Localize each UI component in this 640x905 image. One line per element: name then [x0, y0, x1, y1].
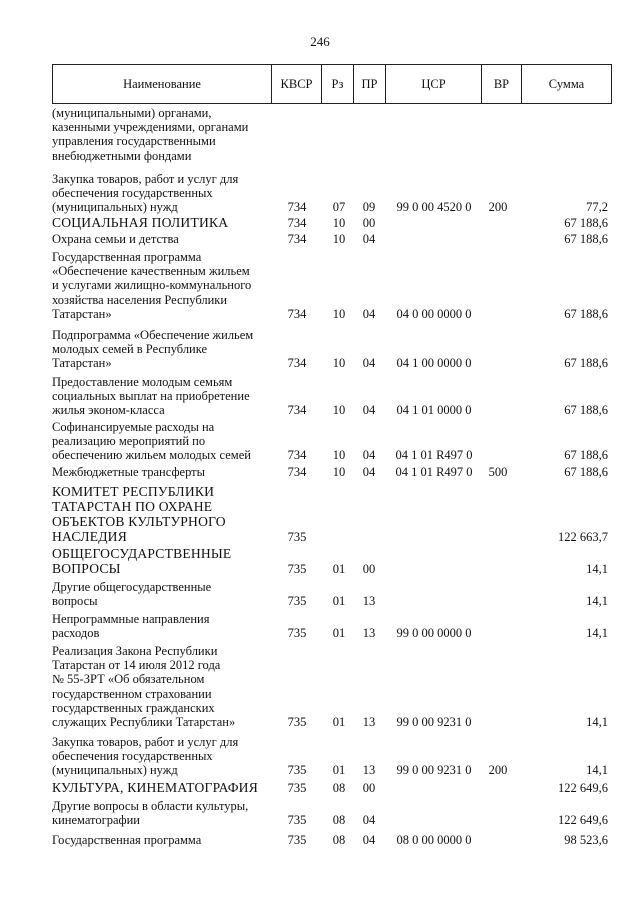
- row-rz: 08: [332, 832, 346, 847]
- row-csr: 04 1 00 0000 0: [396, 356, 472, 371]
- row-name: [52, 465, 266, 479]
- row-pr: 04: [362, 306, 376, 321]
- row-vr: 200: [488, 200, 508, 215]
- table-row: [52, 465, 612, 479]
- row-csr: 04 1 01 R497 0: [395, 448, 473, 463]
- row-rz: 10: [332, 356, 346, 371]
- row-kvsr: 734: [287, 464, 307, 479]
- row-csr: 08 0 00 0000 0: [396, 832, 472, 847]
- row-name-line: ОБЪЕКТОВ КУЛЬТУРНОГО: [52, 514, 226, 529]
- row-name-line: Государственная программа: [52, 250, 202, 264]
- row-rz: 10: [332, 231, 346, 246]
- row-name: [52, 484, 266, 544]
- row-sum: 14,1: [586, 561, 608, 576]
- header-csr: ЦСР: [385, 65, 481, 103]
- row-name-line: расходов: [52, 626, 100, 641]
- table-row: [52, 172, 612, 215]
- row-name-line: Предоставление молодым семьям: [52, 375, 233, 389]
- row-name-line: Подпрограмма «Обеспечение жильем: [52, 328, 254, 342]
- row-name: [52, 780, 266, 795]
- row-kvsr: 735: [287, 714, 307, 729]
- row-name-line: Закупка товаров, работ и услуг для: [52, 172, 239, 186]
- row-name: [52, 328, 266, 371]
- row-rz: 10: [332, 306, 346, 321]
- row-name: [52, 250, 266, 321]
- row-name-line: Межбюджетные трансферты: [52, 465, 206, 479]
- row-name: [52, 420, 266, 463]
- row-name-line: хозяйства населения Республики: [52, 292, 228, 307]
- row-name-line: казенными учреждениями, органами: [52, 120, 249, 135]
- table-row: [52, 546, 612, 576]
- row-kvsr: 735: [287, 561, 307, 576]
- row-sum: 67 188,6: [564, 306, 608, 321]
- row-rz: 01: [332, 626, 346, 641]
- row-rz: 07: [332, 200, 346, 215]
- row-pr: 13: [362, 763, 376, 778]
- row-name-line: ОБЩЕГОСУДАРСТВЕННЫЕ: [52, 546, 232, 561]
- row-csr: 04 1 01 0000 0: [396, 403, 472, 418]
- row-sum: 14,1: [586, 626, 608, 641]
- row-pr: 00: [362, 215, 376, 230]
- row-name-line: социальных выплат на приобретение: [52, 389, 250, 404]
- row-pr: 13: [362, 594, 376, 609]
- row-name-line: вопросы: [52, 594, 98, 609]
- row-kvsr: 735: [287, 813, 307, 828]
- row-name: [52, 735, 266, 778]
- row-kvsr: 734: [287, 231, 307, 246]
- row-rz: 01: [332, 714, 346, 729]
- row-pr: 09: [362, 200, 376, 215]
- row-kvsr: 735: [287, 594, 307, 609]
- row-name-line: Другие общегосударственные: [52, 580, 212, 594]
- row-kvsr: 734: [287, 306, 307, 321]
- row-sum: 14,1: [586, 714, 608, 729]
- row-vr: 500: [488, 464, 508, 479]
- row-kvsr: 734: [287, 403, 307, 418]
- row-rz: 01: [332, 561, 346, 576]
- table-row: [52, 215, 612, 230]
- table-row: [52, 106, 612, 163]
- row-sum: 122 663,7: [558, 529, 608, 544]
- row-name-line: Непрограммные направления: [52, 612, 210, 626]
- row-csr: 99 0 00 4520 0: [396, 200, 472, 215]
- row-name: [52, 215, 266, 230]
- row-rz: 01: [332, 594, 346, 609]
- row-name: [52, 799, 266, 827]
- row-sum: 67 188,6: [564, 356, 608, 371]
- row-kvsr: 734: [287, 200, 307, 215]
- row-name-line: обеспечения государственных: [52, 186, 213, 201]
- row-name-line: «Обеспечение качественным жильем: [52, 264, 250, 279]
- table-row: [52, 799, 612, 827]
- table-row: [52, 420, 612, 463]
- row-kvsr: 735: [287, 529, 307, 544]
- table-header: [52, 64, 612, 104]
- row-name-line: Татарстан»: [52, 356, 112, 371]
- table-row: [52, 580, 612, 608]
- row-rz: 08: [332, 780, 346, 795]
- row-name-line: и услугами жилищно-коммунального: [52, 278, 252, 293]
- row-name-line: Татарстан»: [52, 306, 112, 321]
- row-name-line: (муниципальными) органами,: [52, 106, 212, 120]
- header-name: Наименование: [123, 77, 201, 91]
- row-pr: 04: [362, 231, 376, 246]
- row-name-line: управления государственными: [52, 134, 216, 149]
- row-vr: 200: [488, 763, 508, 778]
- row-name-line: (муниципальных) нужд: [52, 763, 178, 778]
- header-sum: Сумма: [521, 65, 611, 103]
- row-sum: 67 188,6: [564, 215, 608, 230]
- table-row: [52, 780, 612, 795]
- row-name-line: ТАТАРСТАН ПО ОХРАНЕ: [52, 499, 213, 514]
- row-name-line: реализацию мероприятий по: [52, 434, 206, 449]
- row-name-line: Охрана семьи и детства: [52, 232, 179, 246]
- page-number: 246: [310, 34, 330, 49]
- table-row: [52, 644, 612, 729]
- row-sum: 98 523,6: [564, 832, 608, 847]
- row-name: [52, 106, 266, 163]
- row-sum: 67 188,6: [564, 231, 608, 246]
- row-name: [52, 172, 266, 215]
- row-name: [52, 546, 266, 576]
- row-name-line: Государственная программа: [52, 833, 202, 847]
- row-name-line: СОЦИАЛЬНАЯ ПОЛИТИКА: [52, 215, 229, 230]
- row-name: [52, 612, 266, 640]
- row-sum: 67 188,6: [564, 464, 608, 479]
- row-name-line: жилья эконом-класса: [52, 403, 165, 418]
- row-kvsr: 735: [287, 780, 307, 795]
- row-name-line: государственных гражданских: [52, 700, 215, 715]
- row-kvsr: 735: [287, 832, 307, 847]
- row-name-line: служащих Республики Татарстан»: [52, 715, 236, 730]
- row-kvsr: 735: [287, 763, 307, 778]
- header-kvsr: КВСР: [271, 65, 321, 103]
- row-pr: 00: [362, 561, 376, 576]
- row-csr: 04 1 01 R497 0: [395, 464, 473, 479]
- row-kvsr: 735: [287, 626, 307, 641]
- table-row: [52, 250, 612, 321]
- row-name-line: ВОПРОСЫ: [52, 561, 121, 576]
- row-name-line: Реализация Закона Республики: [52, 644, 218, 658]
- row-csr: 99 0 00 9231 0: [396, 763, 472, 778]
- row-sum: 122 649,6: [558, 813, 608, 828]
- table-row: [52, 328, 612, 371]
- row-name-line: Закупка товаров, работ и услуг для: [52, 735, 239, 749]
- row-kvsr: 734: [287, 448, 307, 463]
- row-csr: 99 0 00 9231 0: [396, 714, 472, 729]
- header-vr: ВР: [481, 65, 521, 103]
- row-name-line: Софинансируемые расходы на: [52, 420, 215, 434]
- row-pr: 04: [362, 832, 376, 847]
- row-name-line: обеспечения государственных: [52, 749, 213, 764]
- row-sum: 77,2: [586, 200, 608, 215]
- row-name-line: КУЛЬТУРА, КИНЕМАТОГРАФИЯ: [52, 780, 258, 795]
- row-sum: 14,1: [586, 763, 608, 778]
- row-name-line: Татарстан от 14 июля 2012 года: [52, 658, 221, 673]
- table-row: [52, 375, 612, 418]
- row-name: [52, 375, 266, 418]
- table-row: [52, 232, 612, 246]
- row-sum: 122 649,6: [558, 780, 608, 795]
- row-pr: 04: [362, 403, 376, 418]
- row-name-line: внебюджетными фондами: [52, 148, 192, 163]
- row-csr: 99 0 00 0000 0: [396, 626, 472, 641]
- row-rz: 08: [332, 813, 346, 828]
- row-name-line: кинематографии: [52, 813, 141, 828]
- row-pr: 13: [362, 626, 376, 641]
- row-name-line: молодых семей в Республике: [52, 342, 208, 357]
- header-pr: ПР: [353, 65, 385, 103]
- row-csr: 04 0 00 0000 0: [396, 306, 472, 321]
- row-rz: 10: [332, 448, 346, 463]
- row-name-line: обеспечению жильем молодых семей: [52, 448, 251, 463]
- row-rz: 01: [332, 763, 346, 778]
- row-pr: 13: [362, 714, 376, 729]
- row-kvsr: 734: [287, 356, 307, 371]
- row-name-line: Другие вопросы в области культуры,: [52, 799, 249, 813]
- row-pr: 04: [362, 464, 376, 479]
- row-name: [52, 232, 266, 246]
- table-row: [52, 833, 612, 847]
- row-name-line: НАСЛЕДИЯ: [52, 529, 127, 544]
- row-name-line: государственном страховании: [52, 686, 212, 701]
- row-sum: 67 188,6: [564, 448, 608, 463]
- row-name-line: КОМИТЕТ РЕСПУБЛИКИ: [52, 484, 215, 499]
- header-rz: Рз: [321, 65, 353, 103]
- row-sum: 14,1: [586, 594, 608, 609]
- row-kvsr: 734: [287, 215, 307, 230]
- table-row: [52, 612, 612, 640]
- row-name-line: № 55-ЗРТ «Об обязательном: [52, 672, 205, 687]
- row-sum: 67 188,6: [564, 403, 608, 418]
- row-pr: 04: [362, 448, 376, 463]
- row-name-line: (муниципальных) нужд: [52, 200, 178, 215]
- row-pr: 04: [362, 813, 376, 828]
- row-rz: 10: [332, 403, 346, 418]
- table-row: [52, 484, 612, 544]
- table-row: [52, 735, 612, 778]
- row-name: [52, 580, 266, 608]
- row-name: [52, 833, 266, 847]
- row-pr: 04: [362, 356, 376, 371]
- row-rz: 10: [332, 464, 346, 479]
- row-rz: 10: [332, 215, 346, 230]
- row-name: [52, 644, 266, 729]
- row-pr: 00: [362, 780, 376, 795]
